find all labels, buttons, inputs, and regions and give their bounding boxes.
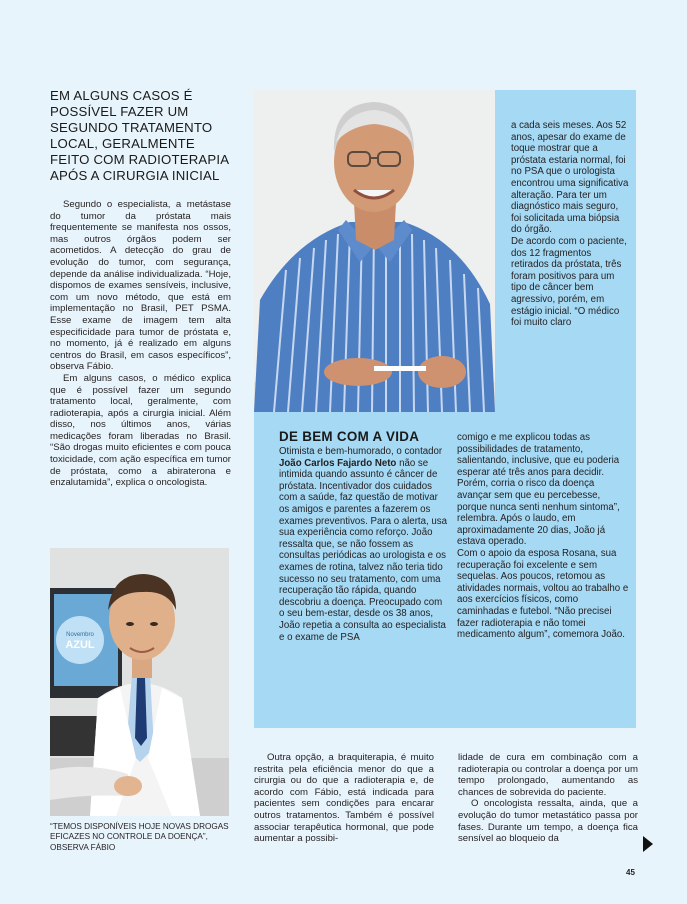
patient-name: João Carlos Fajardo Neto	[279, 457, 397, 469]
paragraph: O oncologista ressalta, ainda, que a evolução do tumor metastático passa por fases. Durante um tempo, a doença fica sensível ao bloqueio da	[458, 798, 638, 845]
doctor-photo	[50, 548, 229, 816]
paragraph: Com o apoio da esposa Rosana, sua recuperação foi excelente e sem sequelas. Aos poucos, retomou as atividades normais, voltou ao trabalho e aos exercícios físicos, como caminhadas e futebol. “Não precisei fazer radioterapia e não tomei medicamento algum”, comemora João.	[457, 547, 629, 641]
continue-arrow-icon	[643, 836, 653, 852]
paragraph: a cada seis meses. Aos 52 anos, apesar do exame de toque mostrar que a próstata estaria normal, foi no PSA que o urologista encontrou uma significativa alteração. Para ter um diagnóstico mais seguro, foi solicitada uma biópsia do órgão.	[511, 120, 629, 236]
monitor-logo-line2: AZUL	[65, 639, 95, 651]
paragraph: lidade de cura em combinação com a radioterapia ou controlar a doença por um tempo prolongado, aumentando as chances de sobrevida do paciente.	[458, 752, 638, 798]
page-number: 45	[626, 868, 635, 877]
left-article-column	[50, 199, 231, 489]
paragraph: De acordo com o paciente, dos 12 fragmentos retirados da próstata, três foram positivos para um tipo de câncer bem agressivo, porém, em estágio inicial. “O médico foi muito claro	[511, 235, 627, 329]
paragraph: Em alguns casos, o médico explica que é possível fazer um segundo tratamento local, geralmente, com radioterapia, após a cirurgia inicial. Além disso, nos últimos anos, várias medicações foram liberadas no Brasil. “São drogas muito eficientes e com pouca toxicidade, com ação específica em tumor de próstata, como a abiraterona e enzalutamida”, explica o oncologista.	[50, 372, 231, 489]
pull-quote: EM ALGUNS CASOS É POSSÍVEL FAZER UM SEGUNDO TRATAMENTO LOCAL, GERALMENTE FEITO COM RADIOTERAPIA APÓS A CIRURGIA INICIAL	[50, 88, 229, 183]
photo-caption: “TEMOS DISPONÍVEIS HOJE NOVAS DROGAS EFICAZES NO CONTROLE DA DOENÇA”, OBSERVA FÁBIO	[50, 822, 229, 852]
bottom-column-b	[458, 752, 638, 845]
patient-photo	[254, 90, 495, 412]
patient-illustration	[254, 90, 495, 412]
sidebar-column-a	[279, 446, 449, 643]
sidebar-text-right	[511, 120, 629, 329]
intro-text: Otimista e bem-humorado, o contador	[279, 446, 443, 457]
paragraph: Segundo o especialista, a metástase do tumor da próstata mais frequentemente se manifesta nos ossos, mas outros órgãos podem ser acometidos. A detecção do grau de evolução do tumor, com segurança, depende da análise individualizada. “Hoje, dispomos de exames sensíveis, inclusive, com um novo método, que está em implementação no Brasil, PET PSMA. Esse exame de imagem tem alta especificidade para tumor de próstata e, no momento, já é realizado em alguns centros do Brasil, em casos específicos”, observa Fábio.	[50, 199, 231, 373]
doctor-illustration	[50, 548, 229, 816]
paragraph: comigo e me explicou todas as possibilidades de tratamento, salientando, inclusive, que eu poderia esperar até três anos para decidir. Porém, corria o risco da doença avançar sem que eu percebesse, porque nunca senti nenhum sintoma”, relembra. Após o laudo, em aproximadamente 20 dias, João já estava operado.	[457, 432, 620, 548]
paragraph: Outra opção, a braquiterapia, é muito restrita pela eficiência menor do que a cirurgia ou do que a radioterapia e, de acordo com Fábio, está indicada para pacientes sem condições para encarar outros tratamentos. Também é possível associar terapêutica hormonal, que pode aumentar a possibi-	[254, 752, 434, 845]
sidebar-heading: DE BEM COM A VIDA	[279, 429, 420, 444]
paragraph	[279, 446, 449, 643]
monitor-logo-line1: Novembro	[66, 632, 94, 638]
bottom-column-a	[254, 752, 434, 845]
sidebar-column-b	[457, 432, 629, 641]
body-text: não se intimida quando assunto é câncer de próstata. Incentivador dos cuidados com a saúde, faz questão de motivar os amigos e parentes a fazerem os exames preventivos. Para o alerta, usa sua experiência como reforço. João ressalta que, se não fossem as consultas periódicas ao urologista e os exames de rotina, talvez não teria tido sucesso no seu tratamento, com uma recuperação tão rápida, quando descobriu a doença. Preocupado com o seu bem-estar, desde os 38 anos, João repetia a consulta ao especialista e o exame de PSA	[279, 457, 448, 643]
